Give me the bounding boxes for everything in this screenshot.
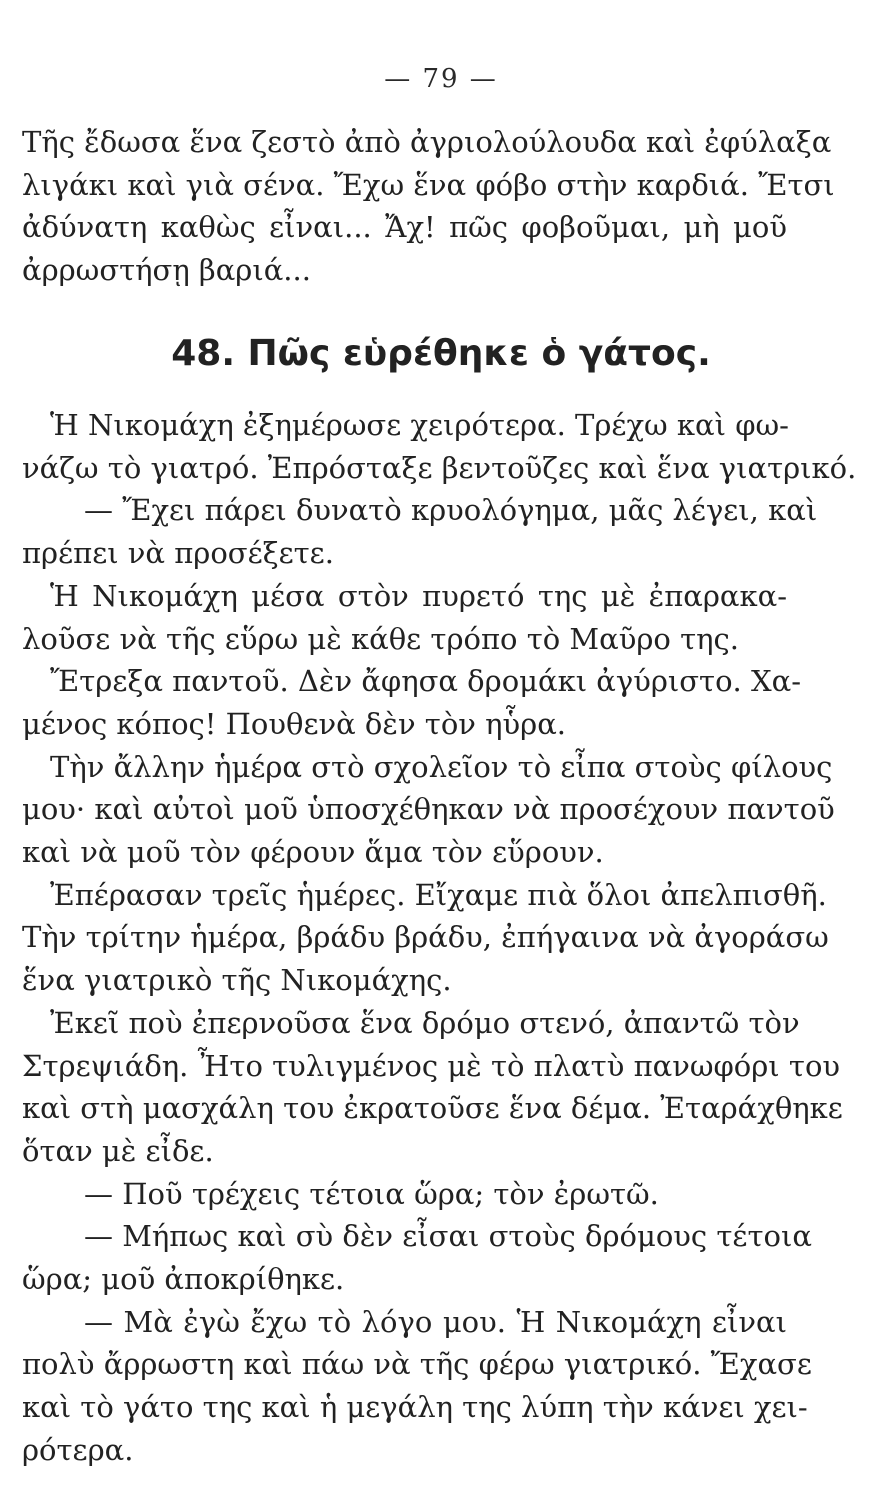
chapter-body	[22, 404, 857, 1472]
text-line: ἀδύνατη καθὼς εἶναι... Ἄχ! πῶς φοβοῦμαι, μὴ μοῦ	[22, 210, 787, 245]
text-line: Στρεψιάδη. Ἦτο τυλιγμένος μὲ τὸ πλατὺ πανωφόρι του	[22, 1048, 841, 1083]
text-line: — Μήπως καὶ σὺ δὲν εἶσαι στοὺς δρόμους τέτοια	[84, 1219, 812, 1254]
text-line: πρέπει νὰ προσέξετε.	[22, 536, 334, 571]
text-line: καὶ τὸ γάτο της καὶ ἡ μεγάλη της λύπη τὴν κάνει χει-	[22, 1390, 808, 1425]
text-line: μένος κόπος! Πουθενὰ δὲν τὸν ηὗρα.	[22, 706, 567, 741]
text-line: Ἡ Νικομάχη μέσα στὸν πυρετό της μὲ ἐπαρακα-	[50, 578, 787, 613]
text-line: Τὴν τρίτην ἡμέρα, βράδυ βράδυ, ἐπήγαινα νὰ ἀγοράσω	[22, 920, 829, 955]
text-line: — Ἔχει πάρει δυνατὸ κρυολόγημα, μᾶς λέγει, καὶ	[84, 493, 818, 528]
top-paragraph	[22, 121, 835, 292]
text-line: λοῦσε νὰ τῆς εὕρω μὲ κάθε τρόπο τὸ Μαῦρο της.	[22, 621, 739, 656]
text-line: μου· καὶ αὐτοὶ μοῦ ὑποσχέθηκαν νὰ προσέχουν παντοῦ	[22, 792, 835, 827]
text-line: ὅταν μὲ εἶδε.	[22, 1133, 214, 1168]
text-line: καὶ νὰ μοῦ τὸν φέρουν ἅμα τὸν εὕρουν.	[22, 835, 604, 870]
text-line: λιγάκι καὶ γιὰ σένα. Ἔχω ἕνα φόβο στὴν καρδιά. Ἔτσι	[22, 167, 835, 202]
text-line: Τὴν ἄλλην ἡμέρα στὸ σχολεῖον τὸ εἶπα στοὺς φίλους	[50, 749, 833, 784]
text-line: ρότερα.	[22, 1432, 134, 1467]
text-line: πολὺ ἄρρωστη καὶ πάω νὰ τῆς φέρω γιατρικό. Ἔχασε	[22, 1347, 812, 1382]
text-line: Ἐπέρασαν τρεῖς ἡμέρες. Εἴχαμε πιὰ ὅλοι ἀπελπισθῆ.	[50, 877, 827, 912]
text-line: — Μὰ ἐγὼ ἔχω τὸ λόγο μου. Ἡ Νικομάχη εἶναι	[84, 1304, 787, 1339]
text-line: νάζω τὸ γιατρό. Ἐπρόσταξε βεντοῦζες καὶ ἕνα γιατρικό.	[22, 450, 857, 485]
chapter-heading: 48. Πῶς εὑρέθηκε ὁ γάτος.	[171, 333, 711, 374]
text-line: Τῆς ἔδωσα ἕνα ζεστὸ ἀπὸ ἀγριολούλουδα καὶ ἐφύλαξα	[22, 125, 832, 159]
text-line: Ἔτρεξα παντοῦ. Δὲν ἄφησα δρομάκι ἀγύριστο. Χα-	[50, 664, 802, 699]
text-line: καὶ στὴ μασχάλη του ἐκρατοῦσε ἕνα δέμα. Ἐταράχθηκε	[22, 1091, 843, 1126]
page-number: — 79 —	[384, 64, 498, 94]
text-line: ἕνα γιατρικὸ τῆς Νικομάχης.	[22, 963, 452, 998]
text-line: ὥρα; μοῦ ἀποκρίθηκε.	[22, 1262, 345, 1297]
text-line: Ἐκεῖ ποὺ ἐπερνοῦσα ἕνα δρόμο στενό, ἀπαντῶ τὸν	[50, 1005, 800, 1040]
text-line: — Ποῦ τρέχεις τέτοια ὥρα; τὸν ἐρωτῶ.	[84, 1176, 659, 1211]
text-line: ἀρρωστήσῃ βαριά...	[22, 253, 311, 288]
text-line: Ἡ Νικομάχη ἐξημέρωσε χειρότερα. Τρέχω καὶ φω-	[50, 408, 789, 442]
